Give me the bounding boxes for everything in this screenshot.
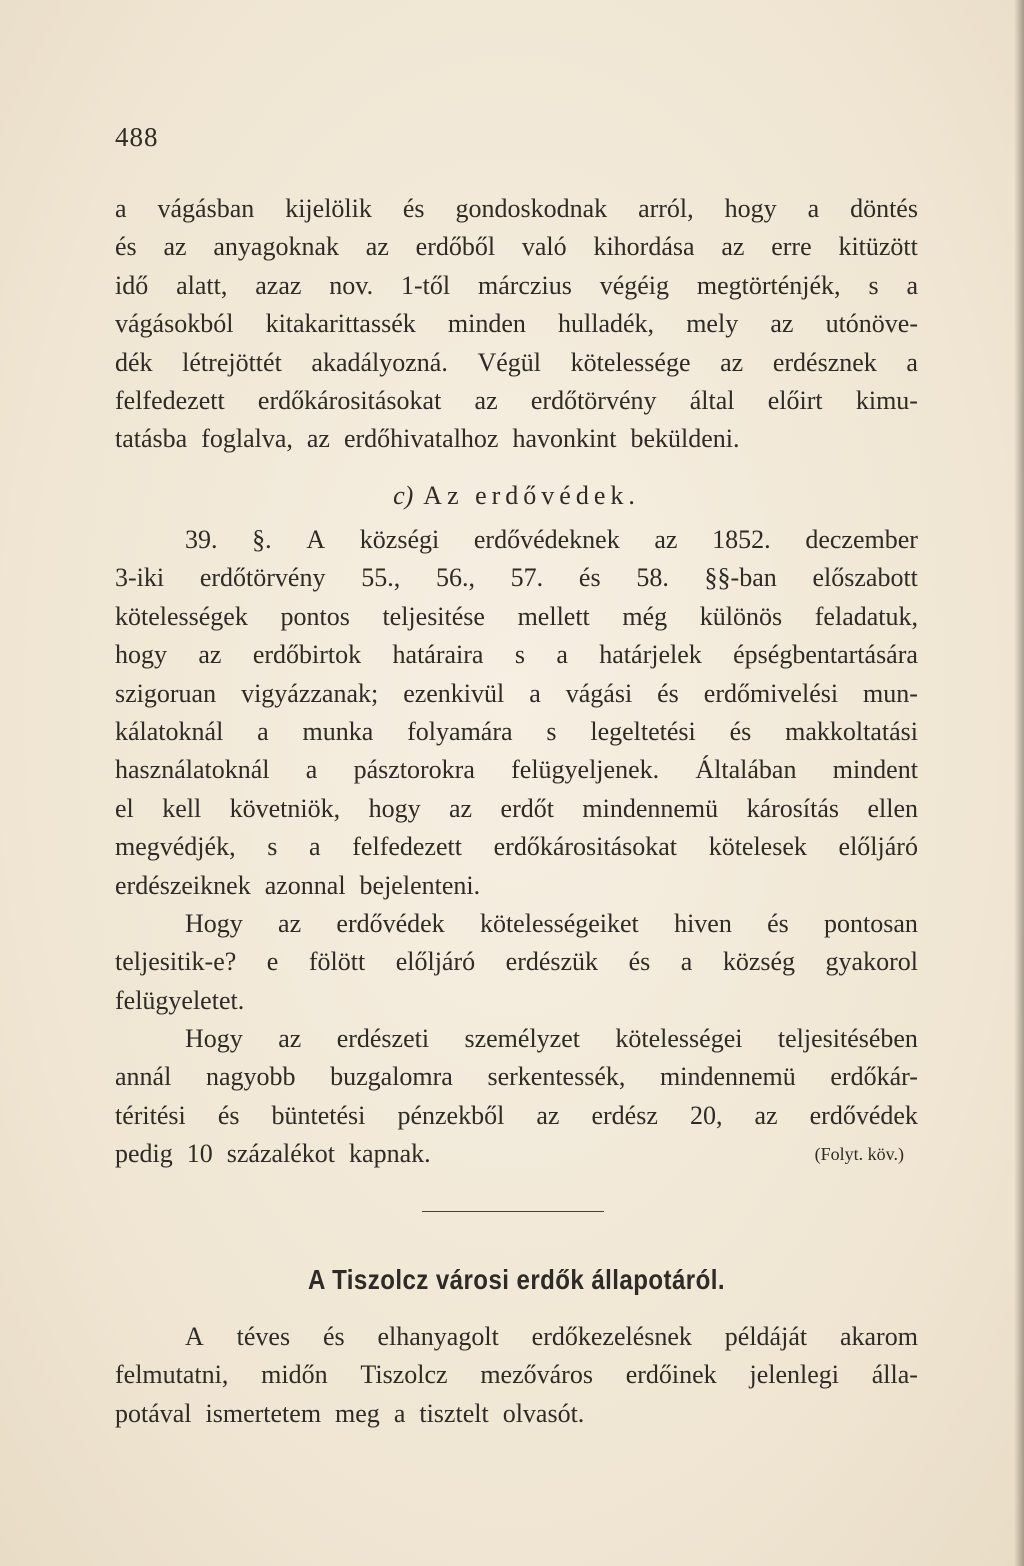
- word: 3-iki: [115, 563, 165, 593]
- word: mely: [686, 309, 739, 339]
- word: vágási: [565, 678, 633, 708]
- word: mindennemü: [582, 793, 719, 823]
- word: kálatoknál: [115, 716, 224, 746]
- word: vágásban: [157, 194, 255, 223]
- word: még: [622, 601, 668, 631]
- text-line: [115, 636, 918, 674]
- word: felfedezett: [352, 832, 462, 862]
- word: elhanyagolt: [377, 1322, 499, 1351]
- word: pénzekből: [397, 1100, 505, 1130]
- word: 10: [186, 1139, 213, 1169]
- page-number: 488: [115, 122, 159, 152]
- word: az: [198, 640, 222, 670]
- word: község: [722, 947, 796, 977]
- word: előszabott: [812, 563, 918, 593]
- word: kitakarittassék: [265, 309, 416, 339]
- word: teljesitése: [382, 601, 485, 631]
- word: előljáró: [838, 832, 918, 862]
- text-line: [115, 1097, 918, 1135]
- word: az: [278, 1024, 302, 1054]
- word: teljesitik-e?: [115, 947, 237, 977]
- word: és: [115, 232, 137, 262]
- word: különös: [699, 601, 783, 631]
- text-line: [115, 1020, 918, 1058]
- section-b-continuation: [115, 190, 918, 459]
- word: a: [309, 832, 321, 862]
- word: a: [906, 347, 918, 377]
- word: erdészeti: [336, 1024, 430, 1054]
- word: idő: [115, 270, 149, 300]
- word: pásztorokra: [353, 755, 475, 785]
- word: ismertetem: [205, 1398, 322, 1428]
- word: beküldeni.: [630, 424, 740, 454]
- word: a: [305, 755, 318, 785]
- word: 57.: [510, 563, 544, 593]
- text-line: [115, 344, 918, 382]
- word: felfedezett: [115, 385, 225, 415]
- word: kötelessége: [570, 347, 691, 377]
- word: 58.: [636, 563, 669, 593]
- word: az: [720, 347, 744, 377]
- word: az: [449, 793, 473, 823]
- word: Hogy: [185, 1024, 243, 1054]
- section-c-paragraph-3: [115, 1020, 918, 1174]
- text-line: [115, 713, 918, 751]
- text-line: [115, 943, 918, 981]
- word: olvasót.: [502, 1398, 585, 1428]
- word: akadályozná.: [311, 347, 448, 377]
- word: kötelességek: [115, 601, 248, 631]
- word: bejelenteni.: [359, 870, 481, 900]
- word: kitüzött: [838, 232, 918, 262]
- text-line: [115, 675, 918, 713]
- word: dék: [115, 347, 153, 377]
- word: tatásba: [115, 424, 188, 454]
- word: pontosan: [824, 908, 918, 938]
- word: kimu-: [855, 385, 918, 415]
- word: mun-: [863, 678, 918, 708]
- word: erdőkárositásokat: [257, 385, 442, 415]
- word: nov.: [329, 270, 374, 300]
- word: buzgalomra: [330, 1062, 453, 1092]
- word: nagyobb: [205, 1062, 296, 1092]
- word: az: [474, 385, 498, 415]
- word: tisztelt: [419, 1398, 489, 1428]
- word: Tiszolcz: [360, 1360, 448, 1390]
- word: előljáró: [395, 947, 476, 977]
- word: a: [529, 678, 541, 708]
- word: erdőt: [500, 793, 554, 823]
- word: mellett: [517, 601, 590, 631]
- word: és: [322, 1322, 345, 1351]
- word: erdővédeknek: [473, 525, 620, 554]
- word: erdészeiknek: [115, 870, 251, 900]
- word: 55.,: [361, 563, 401, 593]
- word: kötelességei: [615, 1024, 743, 1054]
- word: erdőinek: [625, 1360, 717, 1390]
- section-c-heading: Az erdővédek.: [423, 481, 640, 510]
- word: e: [266, 947, 279, 977]
- word: makkoltatási: [785, 716, 918, 746]
- word: munka: [302, 716, 374, 746]
- word: hogy: [368, 793, 421, 823]
- word: szigoruan: [115, 678, 217, 708]
- word: kijelölik: [285, 194, 372, 223]
- page-edge-shadow: [1014, 0, 1024, 1566]
- word: és: [729, 716, 752, 746]
- section-c-paragraph-2: [115, 905, 918, 1020]
- word: s: [546, 716, 557, 746]
- word: a: [257, 716, 269, 746]
- word: határaira: [392, 640, 484, 670]
- word: 39.: [185, 525, 218, 554]
- word: százalékot: [226, 1139, 336, 1169]
- word: el: [115, 793, 134, 823]
- word: és: [657, 678, 679, 708]
- text-line: [115, 598, 918, 636]
- word: erdőből: [415, 232, 496, 262]
- text-line: [115, 751, 918, 789]
- word: minden: [447, 309, 526, 339]
- word: a: [906, 270, 918, 300]
- word: hogy: [115, 640, 167, 670]
- word: álla-: [871, 1360, 918, 1390]
- word: határjelek: [599, 640, 702, 670]
- word: erdőkezelésnek: [531, 1322, 692, 1351]
- word: erre: [771, 232, 812, 262]
- text-line: [115, 1395, 918, 1433]
- word: erdőbirtok: [252, 640, 362, 670]
- word: büntetési: [271, 1100, 366, 1130]
- article-body: [115, 1318, 918, 1433]
- word: kell: [162, 793, 202, 823]
- word: Végül: [477, 347, 542, 377]
- word: döntés: [850, 194, 918, 223]
- word: megvédjék,: [115, 832, 236, 862]
- word: erdőkárositásokat: [493, 832, 678, 862]
- word: az: [278, 908, 302, 938]
- text-line: [115, 267, 918, 305]
- word: községi: [359, 525, 440, 554]
- word: alatt,: [176, 270, 228, 300]
- word: erdésznek: [772, 347, 877, 377]
- word: erdőtörvény: [199, 563, 326, 593]
- word: 1852.: [712, 525, 771, 554]
- word: mindennemü: [660, 1062, 796, 1092]
- word: végéig: [599, 270, 669, 300]
- word: az: [721, 232, 745, 262]
- word: s: [514, 640, 525, 670]
- word: hulladék,: [558, 309, 655, 339]
- word: pedig: [115, 1139, 173, 1169]
- word: 56.,: [435, 563, 475, 593]
- word: potával: [115, 1398, 192, 1428]
- word: megtörténjék,: [696, 270, 841, 300]
- word: anyagoknak: [213, 232, 339, 262]
- text-line: [115, 305, 918, 343]
- word: követniök,: [229, 793, 341, 823]
- word: Hogy: [185, 908, 243, 938]
- word: a: [115, 194, 127, 223]
- text-line: [115, 1356, 918, 1394]
- word: károsítás: [746, 793, 840, 823]
- word: mezőváros: [480, 1360, 593, 1390]
- text-line: [115, 228, 918, 266]
- text-line: [115, 521, 918, 559]
- word: való: [521, 232, 567, 262]
- text-line: [115, 190, 918, 228]
- word: havonkint: [512, 424, 617, 454]
- word: a: [556, 640, 568, 670]
- word: A: [306, 525, 326, 554]
- word: kihordása: [593, 232, 695, 262]
- word: foglalva,: [201, 424, 293, 454]
- word: hogy: [724, 194, 777, 223]
- word: által: [689, 385, 735, 415]
- word: vigyázzanak;: [241, 678, 379, 708]
- word: a: [807, 194, 820, 223]
- word: serkentessék,: [487, 1062, 626, 1092]
- section-divider: [422, 1211, 604, 1212]
- word: feladatuk,: [814, 601, 918, 631]
- text-line: [115, 982, 918, 1020]
- word: kötelesek: [708, 832, 807, 862]
- word: erdészük: [505, 947, 599, 977]
- word: erdőkár-: [830, 1062, 918, 1092]
- word: A: [185, 1322, 204, 1351]
- word: azaz: [255, 270, 302, 300]
- word: 20,: [689, 1100, 723, 1130]
- article-paragraph: [115, 1318, 918, 1433]
- word: jelenlegi: [749, 1360, 839, 1390]
- word: gyakorol: [825, 947, 918, 977]
- word: hiven: [674, 908, 732, 938]
- word: s: [868, 270, 879, 300]
- word: az: [770, 309, 794, 339]
- word: folyamára: [407, 716, 513, 746]
- section-c-paragraph-1: [115, 521, 918, 905]
- word: annál: [115, 1062, 172, 1092]
- word: s: [267, 832, 278, 862]
- word: legeltetési: [590, 716, 696, 746]
- word: személyzet: [464, 1024, 580, 1054]
- section-c-label: c): [393, 481, 414, 510]
- word: pontos: [280, 601, 350, 631]
- text-line: [115, 420, 918, 458]
- word: és: [628, 947, 651, 977]
- word: gondoskodnak: [455, 194, 608, 223]
- word: erdőtörvény: [530, 385, 657, 415]
- word: a: [393, 1398, 406, 1428]
- word: felmutatni,: [115, 1360, 229, 1390]
- word: azonnal: [264, 870, 346, 900]
- text-line: [115, 790, 918, 828]
- text-line: [115, 828, 918, 866]
- word: és: [217, 1100, 240, 1130]
- word: teljesitésében: [777, 1024, 918, 1054]
- word: az: [536, 1100, 560, 1130]
- word: midőn: [261, 1360, 328, 1390]
- continued-note: (Folyt. köv.): [814, 1144, 904, 1165]
- word: deczember: [805, 525, 918, 554]
- word: használatoknál: [115, 755, 270, 785]
- text-line: [115, 1058, 918, 1096]
- word: kapnak.: [349, 1139, 431, 1169]
- word: előirt: [767, 385, 823, 415]
- word: §§-ban: [704, 563, 777, 593]
- word: erdész: [591, 1100, 658, 1130]
- text-line: [115, 382, 918, 420]
- text-line: [115, 559, 918, 597]
- section-c-title: [115, 477, 918, 515]
- text-line: [115, 1318, 918, 1356]
- section-c-body: [115, 521, 918, 1174]
- word: arról,: [638, 194, 694, 223]
- word: meg: [335, 1398, 380, 1428]
- word: ezenkivül: [403, 678, 505, 708]
- word: az: [365, 232, 389, 262]
- text-line: [115, 905, 918, 943]
- word: téritési: [115, 1100, 186, 1130]
- word: erdőhivatalhoz: [343, 424, 499, 454]
- word: az: [754, 1100, 778, 1130]
- word: akarom: [839, 1322, 918, 1351]
- word: mindent: [832, 755, 918, 785]
- word: kötelességeiket: [479, 908, 639, 938]
- word: az: [654, 525, 678, 554]
- word: erdőmivelési: [703, 678, 839, 708]
- word: márczius: [477, 270, 572, 300]
- text-line: [115, 867, 918, 905]
- word: az: [163, 232, 187, 262]
- word: példáját: [724, 1322, 808, 1351]
- word: és: [767, 908, 789, 938]
- word: fölött: [308, 947, 366, 977]
- word: a: [680, 947, 693, 977]
- word: téves: [236, 1322, 291, 1351]
- word: és: [578, 563, 601, 593]
- article-heading: A Tiszolcz városi erdők állapotáról.: [308, 1264, 725, 1295]
- word: és: [402, 194, 425, 223]
- word: ellen: [867, 793, 918, 823]
- text-line: [115, 1135, 918, 1173]
- word: felügyeljenek.: [511, 755, 660, 785]
- word: 1-től: [400, 270, 451, 300]
- word: erdővédek: [809, 1100, 918, 1130]
- word: §.: [252, 525, 272, 554]
- word: vágásokból: [115, 309, 234, 339]
- word: Általában: [695, 755, 797, 785]
- word: erdővédek: [336, 908, 445, 938]
- word: létrejöttét: [182, 347, 282, 377]
- word: épségbentartására: [733, 640, 918, 670]
- word: felügyeletet.: [115, 985, 245, 1015]
- word: utónöve-: [825, 309, 918, 339]
- word: az: [306, 424, 330, 454]
